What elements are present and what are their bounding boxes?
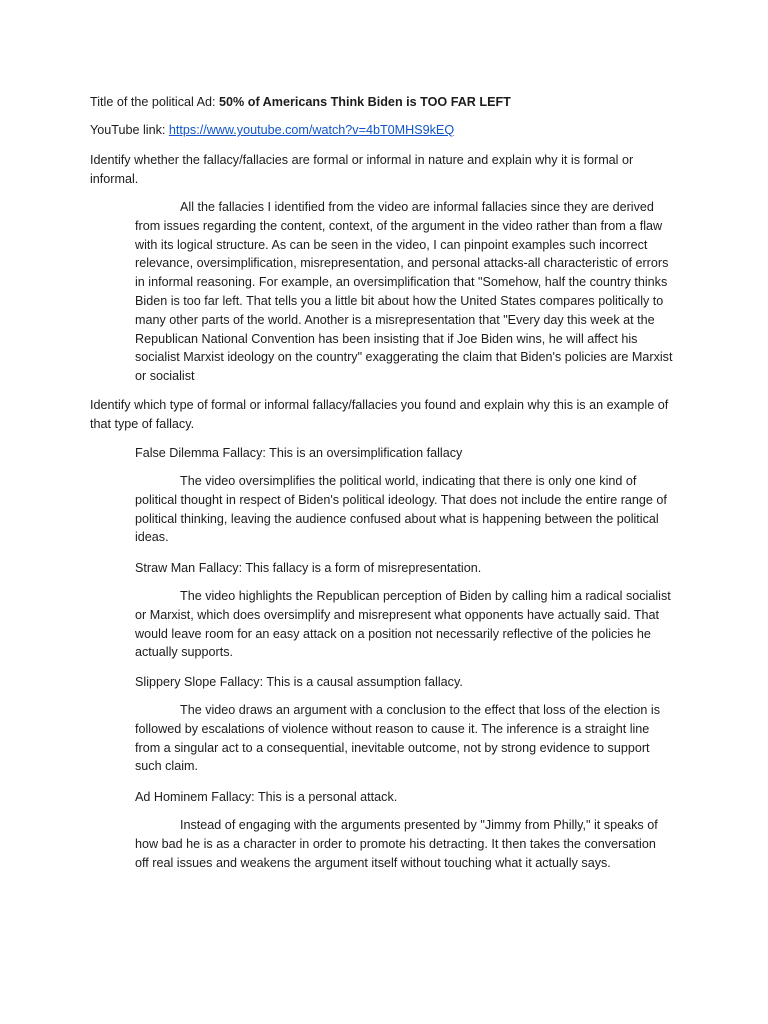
question-2-text: Identify which type of formal or informal fallacy/fallacies you found and explain why this is an example of that type of fallacy. [90, 398, 669, 431]
youtube-link-label: YouTube link: [90, 123, 169, 137]
youtube-link[interactable]: https://www.youtube.com/watch?v=4bT0MHS9kEQ [168, 123, 455, 137]
youtube-link-line [90, 121, 454, 139]
fallacy-body-text: The video draws an argument with a conclusion to the effect that loss of the election is followed by escalations of violence without reason to cause it. The inference is a straight line from a singular act to a consequential, inevitable outcome, not by strong evidence to support such claim. [135, 703, 661, 774]
fallacy-heading-ad-hominem: Ad Hominem Fallacy: This is a personal attack. [135, 790, 398, 804]
question-1-text: Identify whether the fallacy/fallacies are formal or informal in nature and explain why it is formal or informal. [90, 153, 634, 186]
fallacy-body-text: Instead of engaging with the arguments presented by "Jimmy from Philly," it speaks of how bad he is as a character in order to promote his detracting. It then takes the conversation off real issues and weakens the argument itself without touching what it actually says. [135, 818, 658, 870]
fallacy-body-text: The video highlights the Republican perception of Biden by calling him a radical socialist or Marxist, which does oversimplify and misrepresent what opponents have actually said. That would leave room for an easy attack on a position not necessarily reflective of the policies he actually supports. [135, 589, 671, 660]
fallacy-body-ad-hominem [135, 816, 665, 872]
fallacy-heading-false-dilemma: False Dilemma Fallacy: This is an oversimplification fallacy [135, 446, 463, 460]
answer-1 [135, 198, 675, 386]
ad-title-value: 50% of Americans Think Biden is TOO FAR LEFT [219, 95, 511, 109]
ad-title-label: Title of the political Ad: [90, 95, 220, 109]
fallacy-heading-slippery-slope: Slippery Slope Fallacy: This is a causal assumption fallacy. [135, 675, 463, 689]
fallacy-body-false-dilemma [135, 472, 680, 547]
question-2 [90, 396, 685, 434]
fallacy-body-slippery-slope [135, 701, 670, 776]
answer-1-text: All the fallacies I identified from the video are informal fallacies since they are derived from issues regarding the content, context, of the argument in the video rather than from a flaw with its logical structure. As can be seen in the video, I can pinpoint examples such incorrect relevance, oversimplification, misrepresentation, and personal attacks-all characteristic of errors in informal reasoning. For example, an oversimplification that "Somehow, half the country thinks Biden is too far left. That tells you a little bit about how the United States compares politically to many other parts of the world. Another is a misrepresentation that "Every day this week at the Republican National Convention has been insisting that if Joe Biden wins, he will affect his socialist Marxist ideology on the country" exaggerating the claim that Biden's policies are Marxist or socialist [135, 200, 673, 384]
fallacy-body-straw-man [135, 587, 675, 662]
fallacy-body-text: The video oversimplifies the political world, indicating that there is only one kind of political thought in respect of Biden's political ideology. That does not include the entire range of political thinking, leaving the audience confused about what is happening between the political ideas. [135, 474, 667, 545]
question-1 [90, 151, 680, 189]
fallacy-heading-straw-man: Straw Man Fallacy: This fallacy is a form of misrepresentation. [135, 561, 482, 575]
ad-title-line [90, 93, 511, 111]
